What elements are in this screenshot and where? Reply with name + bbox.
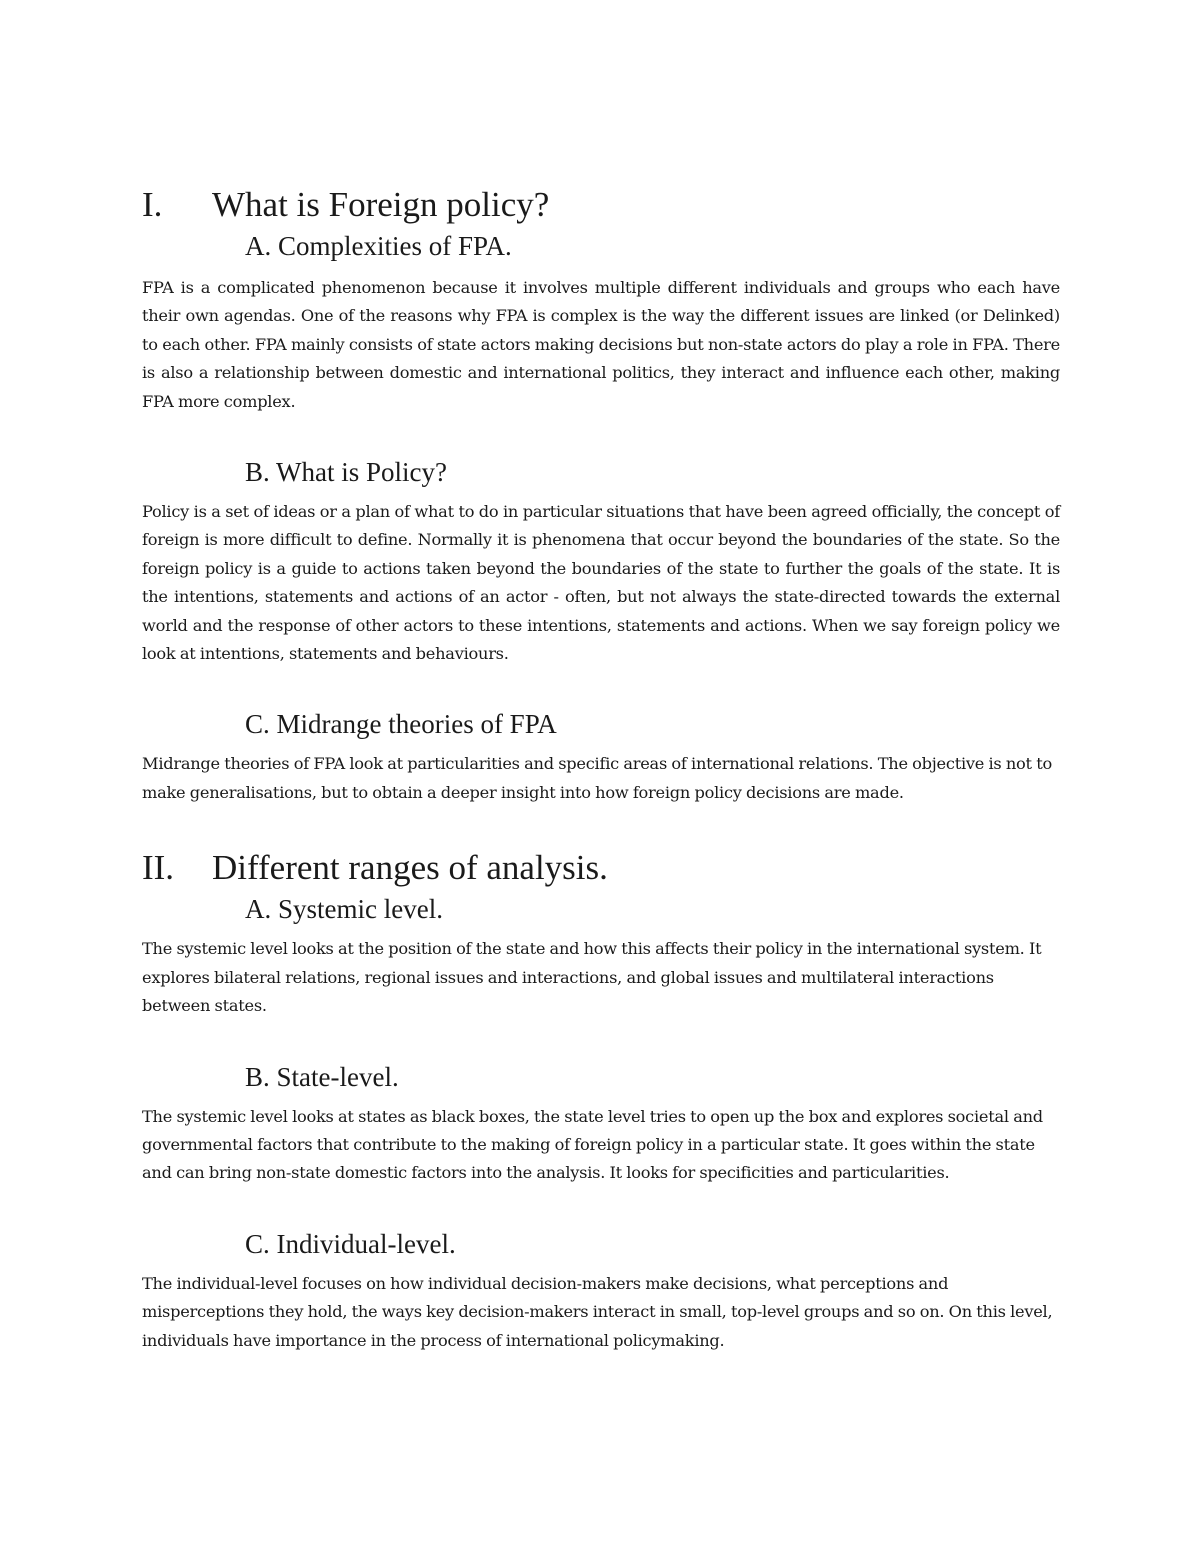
- subsection-heading: C. Individual-level.: [245, 1228, 456, 1259]
- paragraph: The individual-level focuses on how individual decision-makers make decisions, what perceptions and misperceptions they hold, the ways key decision-makers interact in small, top-level groups and so on. On this level, individuals have importance in the process of international policymaking.: [142, 1273, 1053, 1350]
- section-title: What is Foreign policy?: [212, 185, 550, 224]
- subsection-heading: B. State-level.: [245, 1061, 399, 1092]
- section-heading: [142, 182, 1060, 228]
- paragraph: Policy is a set of ideas or a plan of what to do in particular situations that have been agreed officially, the concept of foreign is more difficult to define. Normally it is phenomena that occur beyond the boundaries of the state. So the foreign policy is a guide to actions taken beyond the boundaries of the state to further the goals of the state. It is the intentions, statements and actions of an actor - often, but not always the state-directed towards the external world and the response of other actors to these intentions, statements and actions. When we say foreign policy we look at intentions, statements and behaviours.: [142, 502, 1060, 664]
- section-number: I.: [142, 185, 163, 224]
- paragraph: FPA is a complicated phenomenon because it involves multiple different individuals and groups who each have their own agendas. One of the reasons why FPA is complex is the way the different issues are linked (or Delinked) to each other. FPA mainly consists of state actors making decisions but non-state actors do play a role in FPA. There is also a relationship between domestic and international politics, they interact and influence each other, making FPA more complex.: [142, 278, 1060, 411]
- section-heading: [142, 845, 1060, 891]
- paragraph: The systemic level looks at the position of the state and how this affects their policy in the international system. It explores bilateral relations, regional issues and interactions, and global issues and multilateral interactions between states.: [142, 939, 1042, 1016]
- subsection-heading: C. Midrange theories of FPA: [245, 709, 557, 740]
- document-page: [142, 182, 1060, 1355]
- section-number: II.: [142, 848, 175, 888]
- subsection-heading: A. Complexities of FPA.: [245, 231, 512, 261]
- subsection-heading: B. What is Policy?: [245, 457, 447, 488]
- paragraph: The systemic level looks at states as black boxes, the state level tries to open up the box and explores societal and governmental factors that contribute to the making of foreign policy in a particular state. It goes within the state and can bring non-state domestic factors into the analysis. It looks for specificities and particularities.: [142, 1106, 1043, 1183]
- subsection-heading: A. Systemic level.: [245, 894, 443, 925]
- section-title: Different ranges of analysis.: [212, 848, 608, 888]
- paragraph: Midrange theories of FPA look at particularities and specific areas of international relations. The objective is not to make generalisations, but to obtain a deeper insight into how foreign policy decisions are made.: [142, 754, 1052, 802]
